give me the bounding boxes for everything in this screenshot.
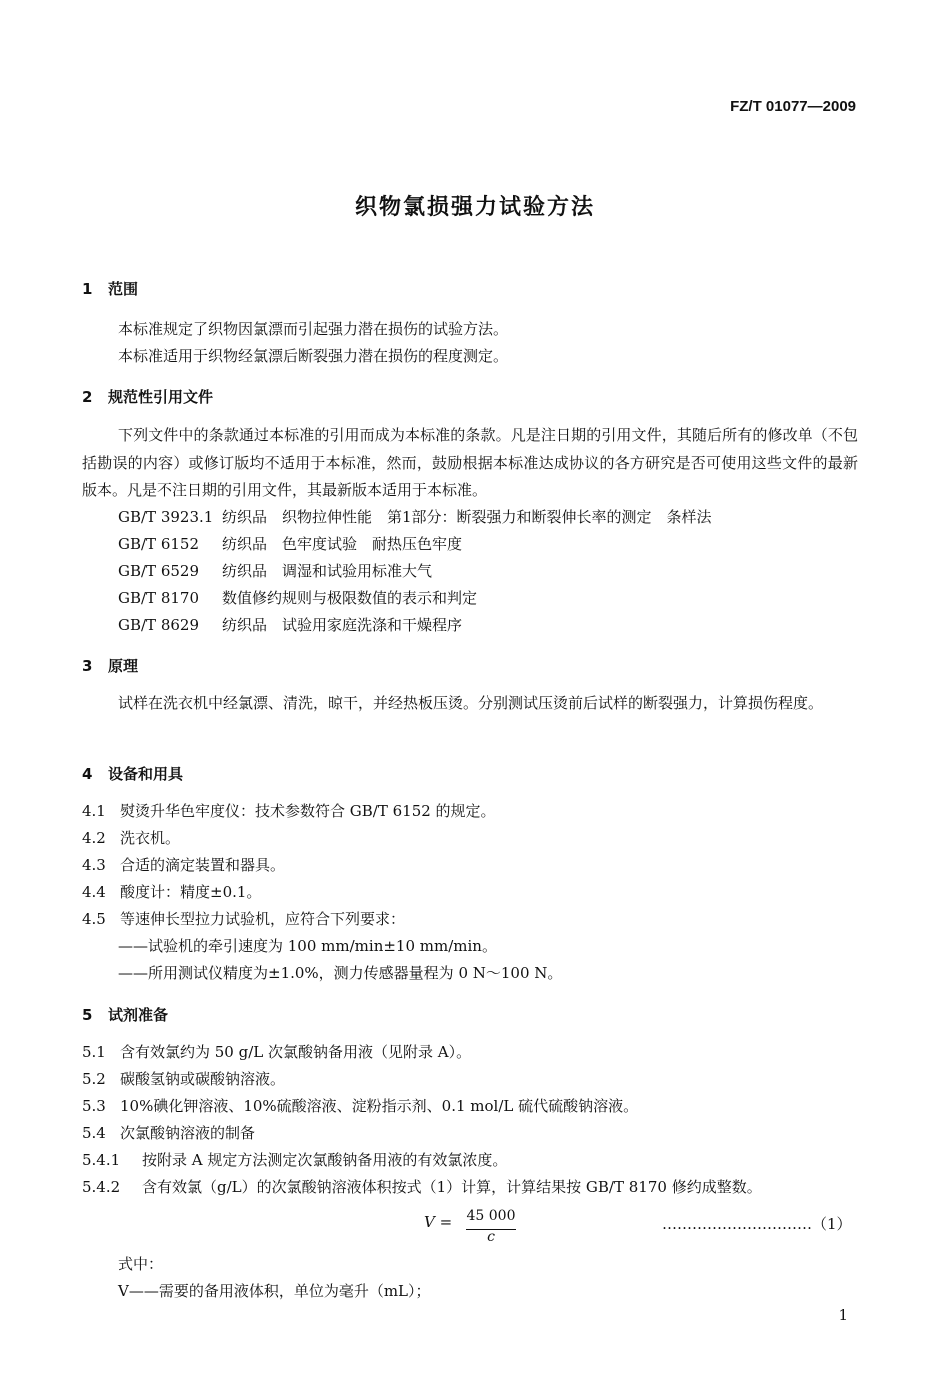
clause-text: 10%碘化钾溶液、10%硫酸溶液、淀粉指示剂、0.1 mol/L 硫代硫酸钠溶液。	[120, 1097, 639, 1115]
reference-code: GB/T 8170	[118, 589, 200, 607]
subclause-number: 5.4.2	[82, 1178, 121, 1196]
page-number: 1	[838, 1306, 848, 1324]
variable-definition: V——需要的备用液体积，单位为毫升（mL）；	[118, 1282, 431, 1300]
reference-title: 纺织品 织物拉伸性能 第1部分：断裂强力和断裂伸长率的测定 条样法	[222, 508, 712, 526]
clause-text: 合适的滴定装置和器具。	[120, 856, 286, 874]
section-1-heading	[82, 278, 138, 299]
formula-denominator: c	[487, 1229, 495, 1245]
clause-text: 洗衣机。	[120, 829, 181, 847]
reference-code: GB/T 6152	[118, 535, 200, 553]
formula-numerator: 45 000	[466, 1208, 516, 1224]
section-2-heading	[82, 386, 213, 407]
clause-text: 等速伸长型拉力试验机，应符合下列要求：	[120, 910, 406, 928]
scope-paragraph-2: 本标准适用于织物经氯漂后断裂强力潜在损伤的程度测定。	[118, 347, 509, 365]
reference-item	[118, 587, 477, 608]
section-title: 设备和用具	[108, 765, 184, 783]
clause-text: 含有效氯约为 50 g/L 次氯酸钠备用液（见附录 A）。	[120, 1043, 472, 1061]
clause-item	[82, 1068, 285, 1089]
section-5-heading	[82, 1004, 168, 1025]
section-3-heading	[82, 655, 138, 676]
formula-lhs: V =	[424, 1213, 453, 1231]
section-4-heading	[82, 763, 183, 784]
document-title: 织物氯损强力试验方法	[354, 195, 595, 220]
reference-title: 纺织品 调湿和试验用标准大气	[222, 562, 433, 580]
section-number: 1	[82, 280, 93, 298]
section-number: 2	[82, 388, 93, 406]
reference-code: GB/T 3923.1	[118, 508, 214, 526]
section-number: 4	[82, 765, 93, 783]
section-number: 3	[82, 657, 93, 675]
clause-number: 5.3	[82, 1097, 106, 1115]
section-title: 范围	[108, 280, 139, 298]
section-number: 5	[82, 1006, 93, 1024]
clause-number: 4.1	[82, 802, 106, 820]
clause-number: 5.1	[82, 1043, 106, 1061]
clause-number: 4.3	[82, 856, 106, 874]
normative-references-paragraph: 下列文件中的条款通过本标准的引用而成为本标准的条款。凡是注日期的引用文件，其随后所有的修改单（不包括勘误的内容）或修订版均不适用于本标准，然而，鼓励根据本标准达成协议的各方研究是否可使用这些文件的最新版本。凡是不注日期的引用文件，其最新版本适用于本标准。	[82, 426, 858, 499]
clause-item	[82, 1122, 255, 1143]
clause-number: 5.2	[82, 1070, 106, 1088]
clause-item	[82, 854, 285, 875]
clause-number: 5.4	[82, 1124, 106, 1142]
reference-title: 纺织品 色牢度试验 耐热压色牢度	[222, 535, 463, 553]
subclause-item	[82, 1149, 507, 1170]
clause-item	[82, 881, 261, 902]
reference-code: GB/T 8629	[118, 616, 200, 634]
section-title: 原理	[108, 657, 139, 675]
reference-item	[118, 614, 462, 635]
clause-number: 4.2	[82, 829, 106, 847]
clause-text: 碳酸氢钠或碳酸钠溶液。	[120, 1070, 286, 1088]
standard-code: FZ/T 01077—2009	[730, 98, 856, 115]
reference-item	[118, 533, 462, 554]
requirement-dash-item: ——所用测试仪精度为±1.0%，测力传感器量程为 0 N～100 N。	[118, 964, 563, 982]
clause-text: 酸度计：精度±0.1。	[120, 883, 262, 901]
principle-paragraph: 试样在洗衣机中经氯漂、清洗，晾干，并经热板压烫。分别测试压烫前后试样的断裂强力，计算损伤程度。	[118, 694, 824, 712]
scope-paragraph-1: 本标准规定了织物因氯漂而引起强力潜在损伤的试验方法。	[118, 320, 509, 338]
subclause-text: 含有效氯（g/L）的次氯酸钠溶液体积按式（1）计算，计算结果按 GB/T 8170 修约成整数。	[142, 1178, 762, 1196]
clause-number: 4.4	[82, 883, 106, 901]
section-title: 规范性引用文件	[108, 388, 214, 406]
reference-code: GB/T 6529	[118, 562, 200, 580]
where-label: 式中：	[118, 1255, 164, 1273]
reference-title: 数值修约规则与极限数值的表示和判定	[222, 589, 478, 607]
reference-item	[118, 560, 432, 581]
section-title: 试剂准备	[108, 1006, 169, 1024]
clause-item	[82, 1095, 638, 1116]
subclause-number: 5.4.1	[82, 1151, 121, 1169]
equation-number: …………………………（1）	[662, 1215, 852, 1233]
clause-text: 次氯酸钠溶液的制备	[120, 1124, 256, 1142]
reference-item	[118, 506, 712, 527]
clause-text: 熨烫升华色牢度仪：技术参数符合 GB/T 6152 的规定。	[120, 802, 496, 820]
clause-item	[82, 1041, 471, 1062]
requirement-dash-item: ——试验机的牵引速度为 100 mm/min±10 mm/min。	[118, 937, 497, 955]
clause-item	[82, 908, 405, 929]
reference-title: 纺织品 试验用家庭洗涤和干燥程序	[222, 616, 463, 634]
clause-item	[82, 827, 180, 848]
clause-number: 4.5	[82, 910, 106, 928]
clause-item	[82, 800, 496, 821]
subclause-text: 按附录 A 规定方法测定次氯酸钠备用液的有效氯浓度。	[142, 1151, 508, 1169]
subclause-item	[82, 1176, 762, 1197]
